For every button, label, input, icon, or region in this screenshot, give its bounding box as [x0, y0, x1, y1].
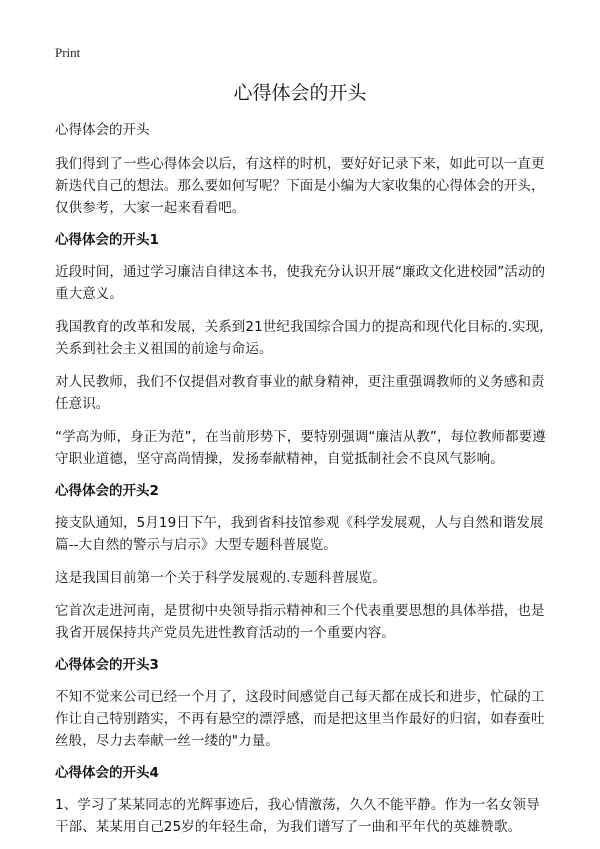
section-heading-4: 心得体会的开头4	[55, 765, 159, 781]
section-heading-2: 心得体会的开头2	[55, 483, 159, 499]
section-1-paragraph: 对人民教师，我们不仅提倡对教育事业的献身精神，更注重强调教师的义务感和责任意识。	[55, 374, 545, 412]
section-1-paragraph: 我国教育的改革和发展，关系到21世纪我国综合国力的提高和现代化目标的.实现，关系到社会主义祖国的前途与命运。	[55, 319, 553, 357]
section-2-paragraph: 接支队通知，5月19日下午，我到省科技馆参观《科学发展观，人与自然和谐发展篇--大自然的警示与启示》大型专题科普展览。	[55, 515, 544, 553]
page-title: 心得体会的开头	[233, 82, 367, 104]
section-4-paragraph: 1、学习了某某同志的光辉事迹后，我心情激荡，久久不能平静。作为一名女领导干部、某某用自己25岁的年轻生命，为我们谱写了一曲和平年代的英雄赞歌。	[55, 797, 540, 835]
section-heading-3: 心得体会的开头3	[55, 657, 159, 673]
section-2-paragraph: 这是我国目前第一个关于科学发展观的.专题科普展览。	[55, 570, 386, 586]
section-2-paragraph: 它首次走进河南，是贯彻中央领导指示精神和三个代表重要思想的具体举措，也是我省开展保持共产党员先进性教育活动的一个重要内容。	[55, 603, 545, 641]
print-link[interactable]: Print	[55, 45, 81, 60]
section-1-paragraph: “学高为师，身正为范”，在当前形势下，要特别强调“廉洁从教”，每位教师都要遵守职业道德，坚守高尚情操，发扬奉献精神，自觉抵制社会不良风气影响。	[55, 429, 546, 467]
document-subtitle: 心得体会的开头	[55, 122, 150, 138]
document-body	[55, 120, 553, 849]
section-heading-1: 心得体会的开头1	[55, 232, 159, 248]
section-3-paragraph: 不知不觉来公司已经一个月了，这段时间感觉自己每天都在成长和进步，忙碌的工作让自己特别踏实，不再有悬空的漂浮感，而是把这里当作最好的归宿，如春蚕吐丝般，尽力去奉献一丝一缕的"力量。	[55, 689, 545, 749]
intro-paragraph: 我们得到了一些心得体会以后，有这样的时机，要好好记录下来，如此可以一直更新迭代自己的想法。那么要如何写呢？下面是小编为大家收集的心得体会的开头，仅供参考，大家一起来看看吧。	[55, 156, 545, 216]
section-1-paragraph: 近段时间，通过学习廉洁自律这本书，使我充分认识开展“廉政文化进校园”活动的重大意义。	[55, 264, 546, 302]
